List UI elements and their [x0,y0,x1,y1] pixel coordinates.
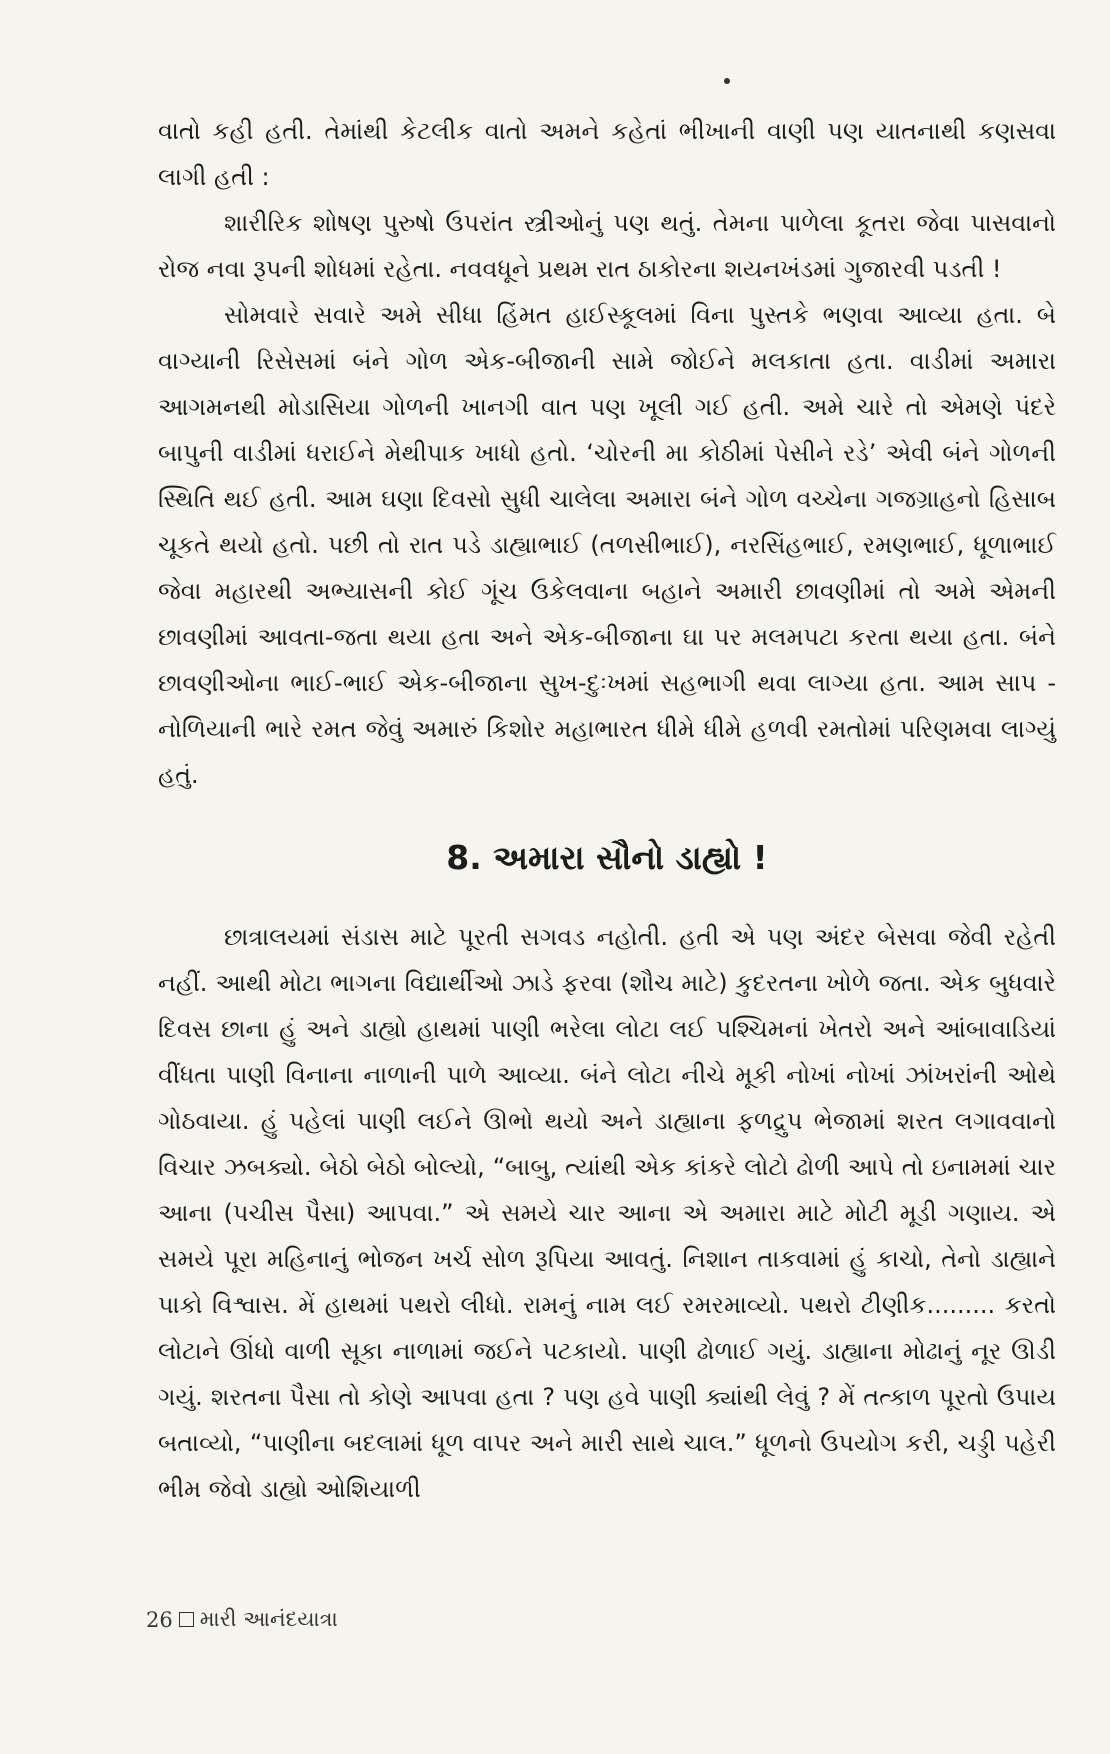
paragraph-1: શારીરિક શોષણ પુરુષો ઉપરાંત સ્ત્રીઓનું પણ થતું. તેમના પાળેલા કૂતરા જેવા પાસવાનો રોજ નવા રૂપની શોધમાં રહેતા. નવવધૂને પ્રથમ રાત ઠાકોરના શયનખંડમાં ગુજારવી પડતી ! [158,209,1056,283]
paragraph-2: સોમવારે સવારે અમે સીધા હિંમત હાઈસ્કૂલમાં વિના પુસ્તકે ભણવા આવ્યા હતા. બે વાગ્યાની રિસેસમાં બંને ગોળ એક-બીજાની સામે જોઈને મલકાતા હતા. વાડીમાં અમારા આગમનથી મોડાસિયા ગોળની ખાનગી વાત પણ ખૂલી ગઈ હતી. અમે ચારે તો એમણે પંદરે બાપુની વાડીમાં ધરાઈને મેથીપાક ખાધો હતો. ‘ચોરની મા કોઠીમાં પેસીને રડે’ એવી બંને ગોળની સ્થિતિ થઈ હતી. આમ ઘણા દિવસો સુધી ચાલેલા અમારા બંને ગોળ વચ્ચેના ગજગ્રાહનો હિસાબ ચૂકતે થયો હતો. પછી તો રાત પડે ડાહ્યાભાઈ (તળસીભાઈ), નરસિંહભાઈ, રમણભાઈ, ધૂળાભાઈ જેવા મહારથી અભ્યાસની કોઈ ગૂંચ ઉકેલવાના બહાને અમારી છાવણીમાં તો અમે એમની છાવણીમાં આવતા-જતા થયા હતા અને એક-બીજાના ઘા પર મલમપટા કરતા થયા હતા. બંને છાવણીઓના ભાઈ-ભાઈ એક-બીજાના સુખ-દુઃખમાં સહભાગી થવા લાગ્યા હતા. આમ સાપ - નોળિયાની ભારે રમત જેવું અમારું કિશોર મહાભારત ધીમે ધીમે હળવી રમતોમાં પરિણમવા લાગ્યું હતું. [158,301,1056,789]
page-number: 26 [146,1607,173,1632]
book-title: મારી આનંદયાત્રા [199,1607,338,1631]
intro-paragraph: વાતો કહી હતી. તેમાંથી કેટલીક વાતો અમને કહેતાં ભીખાની વાણી પણ યાતનાથી કણસવા લાગી હતી : [158,117,1056,191]
page-body [158,108,1056,1512]
chapter-heading: 8. અમારા સૌનો ડાહ્યો ! [446,838,768,877]
ink-speck [724,78,730,84]
page-footer [146,1607,338,1632]
square-separator-icon [179,1612,194,1627]
paragraph-3: છાત્રાલયમાં સંડાસ માટે પૂરતી સગવડ નહોતી. હતી એ પણ અંદર બેસવા જેવી રહેતી નહીં. આથી મોટા ભાગના વિદ્યાર્થીઓ ઝાડે ફરવા (શૌચ માટે) કુદરતના ખોળે જતા. એક બુધવારે દિવસ છાના હું અને ડાહ્યો હાથમાં પાણી ભરેલા લોટા લઈ પશ્ચિમનાં ખેતરો અને આંબાવાડિયાં વીંધતા પાણી વિનાના નાળાની પાળે આવ્યા. બંને લોટા નીચે મૂકી નોખાં નોખાં ઝાંખરાંની ઓથે ગોઠવાયા. હું પહેલાં પાણી લઈને ઊભો થયો અને ડાહ્યાના ફળદ્રુપ ભેજામાં શરત લગાવવાનો વિચાર ઝબક્યો. બેઠો બેઠો બોલ્યો, “બાબુ, ત્યાંથી એક કાંકરે લોટો ઢોળી આપે તો ઇનામમાં ચાર આના (પચીસ પૈસા) આપવા.” એ સમયે ચાર આના એ અમારા માટે મોટી મૂડી ગણાય. એ સમયે પૂરા મહિનાનું ભોજન ખર્ચ સોળ રૂપિયા આવતું. નિશાન તાકવામાં હું કાચો, તેનો ડાહ્યાને પાકો વિશ્વાસ. મેં હાથમાં પથરો લીધો. રામનું નામ લઈ રમરમાવ્યો. પથરો ટીણીક......... કરતો લોટાને ઊંધો વાળી સૂકા નાળામાં જઈને પટકાયો. પાણી ઢોળાઈ ગયું. ડાહ્યાના મોઢાનું નૂર ઊડી ગયું. શરતના પૈસા તો કોણે આપવા હતા ? પણ હવે પાણી ક્યાંથી લેવું ? મેં તત્કાળ પૂરતો ઉપાય બતાવ્યો, “પાણીના બદલામાં ધૂળ વાપર અને મારી સાથે ચાલ.” ધૂળનો ઉપયોગ કરી, ચડ્ડી પહેરી ભીમ જેવો ડાહ્યો ઓશિયાળી [158,923,1056,1503]
